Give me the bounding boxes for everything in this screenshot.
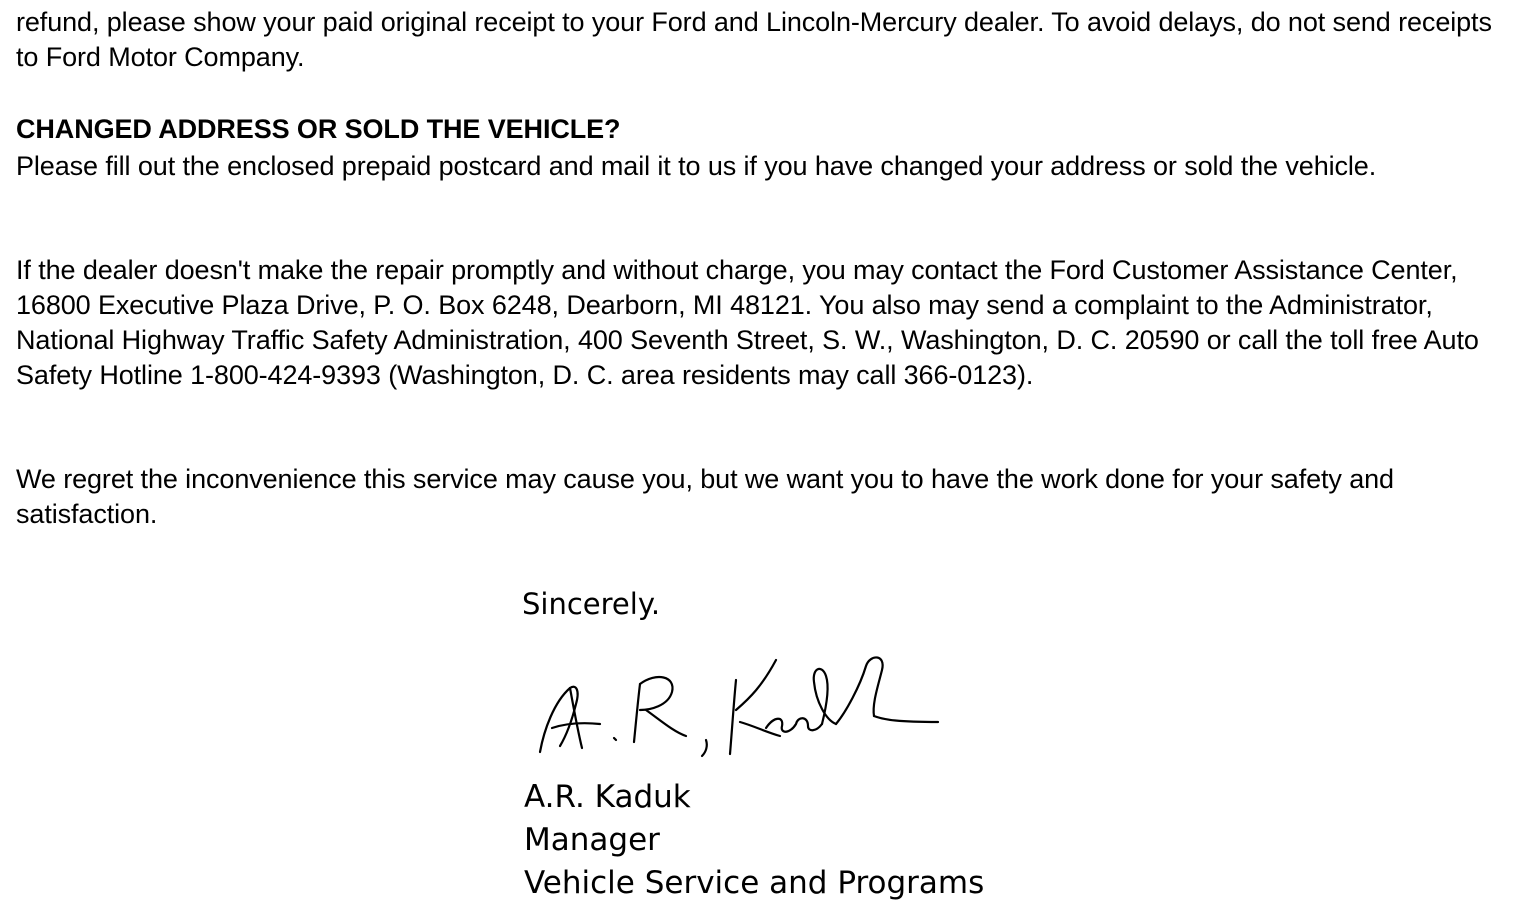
section-heading-changed-address: CHANGED ADDRESS OR SOLD THE VEHICLE?	[16, 114, 621, 144]
closing-salutation: Sincerely.	[522, 587, 661, 621]
paragraph-postcard: Please fill out the enclosed prepaid postcard and mail it to us if you have changed your address or sold the vehicle.	[16, 151, 1377, 181]
signer-name: A.R. Kaduk	[524, 779, 691, 815]
paragraph-contact-info: If the dealer doesn't make the repair promptly and without charge, you may contact the Ford Customer Assistance Center, 16800 Executive Plaza Drive, P. O. Box 6248, Dearborn, MI 48121. You also may send a complaint to the Administrator, National Highway Traffic Safety Administration, 400 Seventh Street, S. W., Washington, D. C. 20590 or call the toll free Auto Safety Hotline 1-800-424-9393 (Washington, D. C. area residents may call 366-0123).	[16, 255, 1479, 390]
signer-title: Manager	[524, 822, 660, 858]
signer-block	[524, 776, 984, 905]
handwritten-signature	[530, 650, 950, 760]
paragraph-regret: We regret the inconvenience this service may cause you, but we want you to have the work done for your safety and satisfaction.	[16, 464, 1394, 529]
paragraph-refund-receipt: refund, please show your paid original receipt to your Ford and Lincoln-Mercury dealer. To avoid delays, do not send receipts to Ford Motor Company.	[16, 7, 1492, 72]
signer-department: Vehicle Service and Programs	[524, 865, 985, 901]
